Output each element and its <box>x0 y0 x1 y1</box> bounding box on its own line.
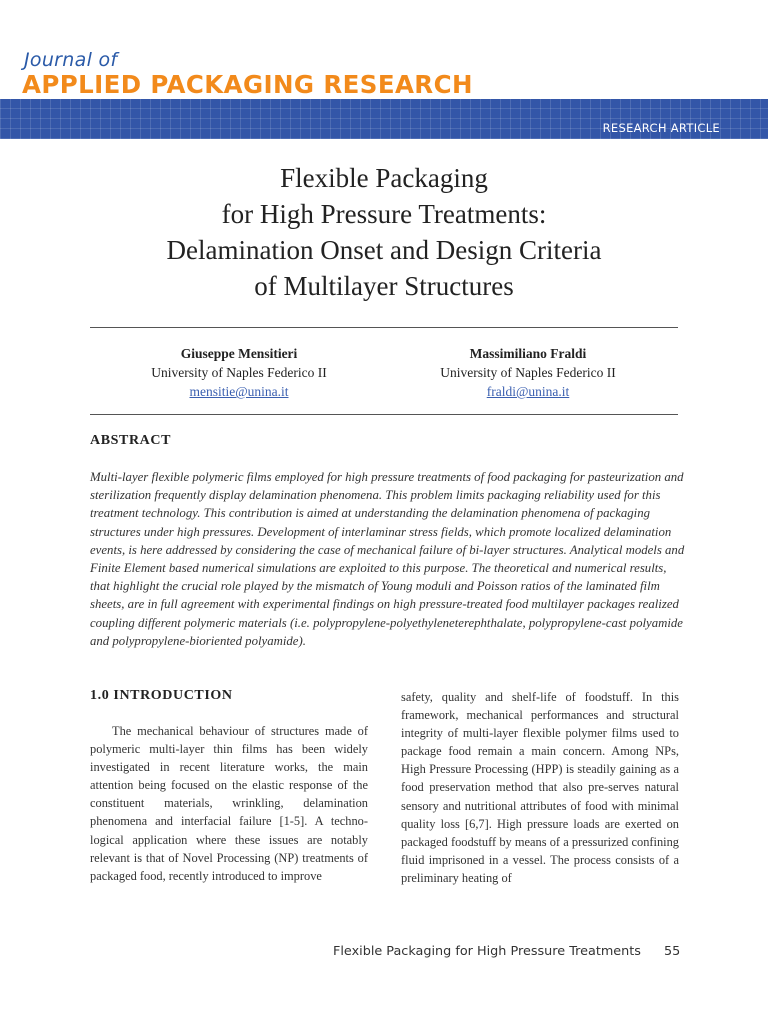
author-email-link[interactable]: mensitie@unina.it <box>189 384 289 399</box>
author-block-1 <box>109 344 369 401</box>
abstract-text: Multi-layer flexible polymeric films employed for high pressure treatments of food packaging for pasteurization and sterilization frequently display delamination phenomena. This problem limits packaging reliability used for this treatment technology. This contribution is aimed at understanding the delamination phenomena of packaging structures under high pressures. Development of interlaminar stress fields, which promote localized delamination events, is here addressed by considering the case of mechanical failure of bi-layer structures. Analytical models and Finite Element based numerical simulations are exploited to this purpose. The theoretical and numerical results, that highlight the crucial role played by the mismatch of Young moduli and Poisson ratios of the laminated film sheets, are in full agreement with experimental findings on high pressure-treated food multilayer packages realized coupling different polymeric materials (i.e. polypropylene-polyethyleneterephthalate, polypropylene-cast polyamide and polypropylene-bioriented polyamide). <box>90 470 685 648</box>
article-title <box>0 160 768 304</box>
journal-name: APPLIED PACKAGING RESEARCH <box>22 70 473 99</box>
author-email-link[interactable]: fraldi@unina.it <box>486 384 570 399</box>
divider-bottom <box>90 414 678 415</box>
author-name: Giuseppe Mensitieri <box>180 346 298 361</box>
running-title: Flexible Packaging for High Pressure Treatments <box>333 944 641 959</box>
author-affiliation: University of Naples Federico II <box>151 365 327 380</box>
abstract-heading: ABSTRACT <box>90 433 172 448</box>
page-number: 55 <box>664 944 681 959</box>
introduction-heading: 1.0 INTRODUCTION <box>90 688 233 703</box>
author-name: Massimiliano Fraldi <box>469 346 587 361</box>
article-type-label: RESEARCH ARTICLE <box>602 121 720 135</box>
introduction-left-column: The mechanical behaviour of structures made of polymeric multi-layer thin films has been widely investigated in recent literature works, the main attention being focused on the elastic response of the constituent materials, wrinkling, delamination phenomena and interfacial failure [1-5]. A techno-logical application where these issues are notably relevant is that of Novel Processing (NP) treatments of packaged food, recently introduced to improve <box>90 724 368 883</box>
title-line: Delamination Onset and Design Criteria <box>166 235 602 265</box>
author-block-2 <box>398 344 658 401</box>
title-line: of Multilayer Structures <box>254 271 514 301</box>
header-banner <box>0 99 768 139</box>
journal-prefix: Journal of <box>24 49 118 71</box>
author-affiliation: University of Naples Federico II <box>440 365 616 380</box>
introduction-right-column: safety, quality and shelf-life of foodstuff. In this framework, mechanical performances and structural integrity of multi-layer flexible polymer films used to package food remain a main concern. Among NPs, High Pressure Processing (HPP) is steadily gaining as a food preservation method that also pre-serves natural sensory and nutritional attributes of food with minimal quality loss [6,7]. High pressure loads are exerted on packaged foodstuff by means of a pressurized confining fluid imprisoned in a vessel. The process consists of a preliminary heating of <box>401 690 679 885</box>
title-line: Flexible Packaging <box>280 163 488 193</box>
title-line: for High Pressure Treatments: <box>221 199 547 229</box>
divider-top <box>90 327 678 328</box>
